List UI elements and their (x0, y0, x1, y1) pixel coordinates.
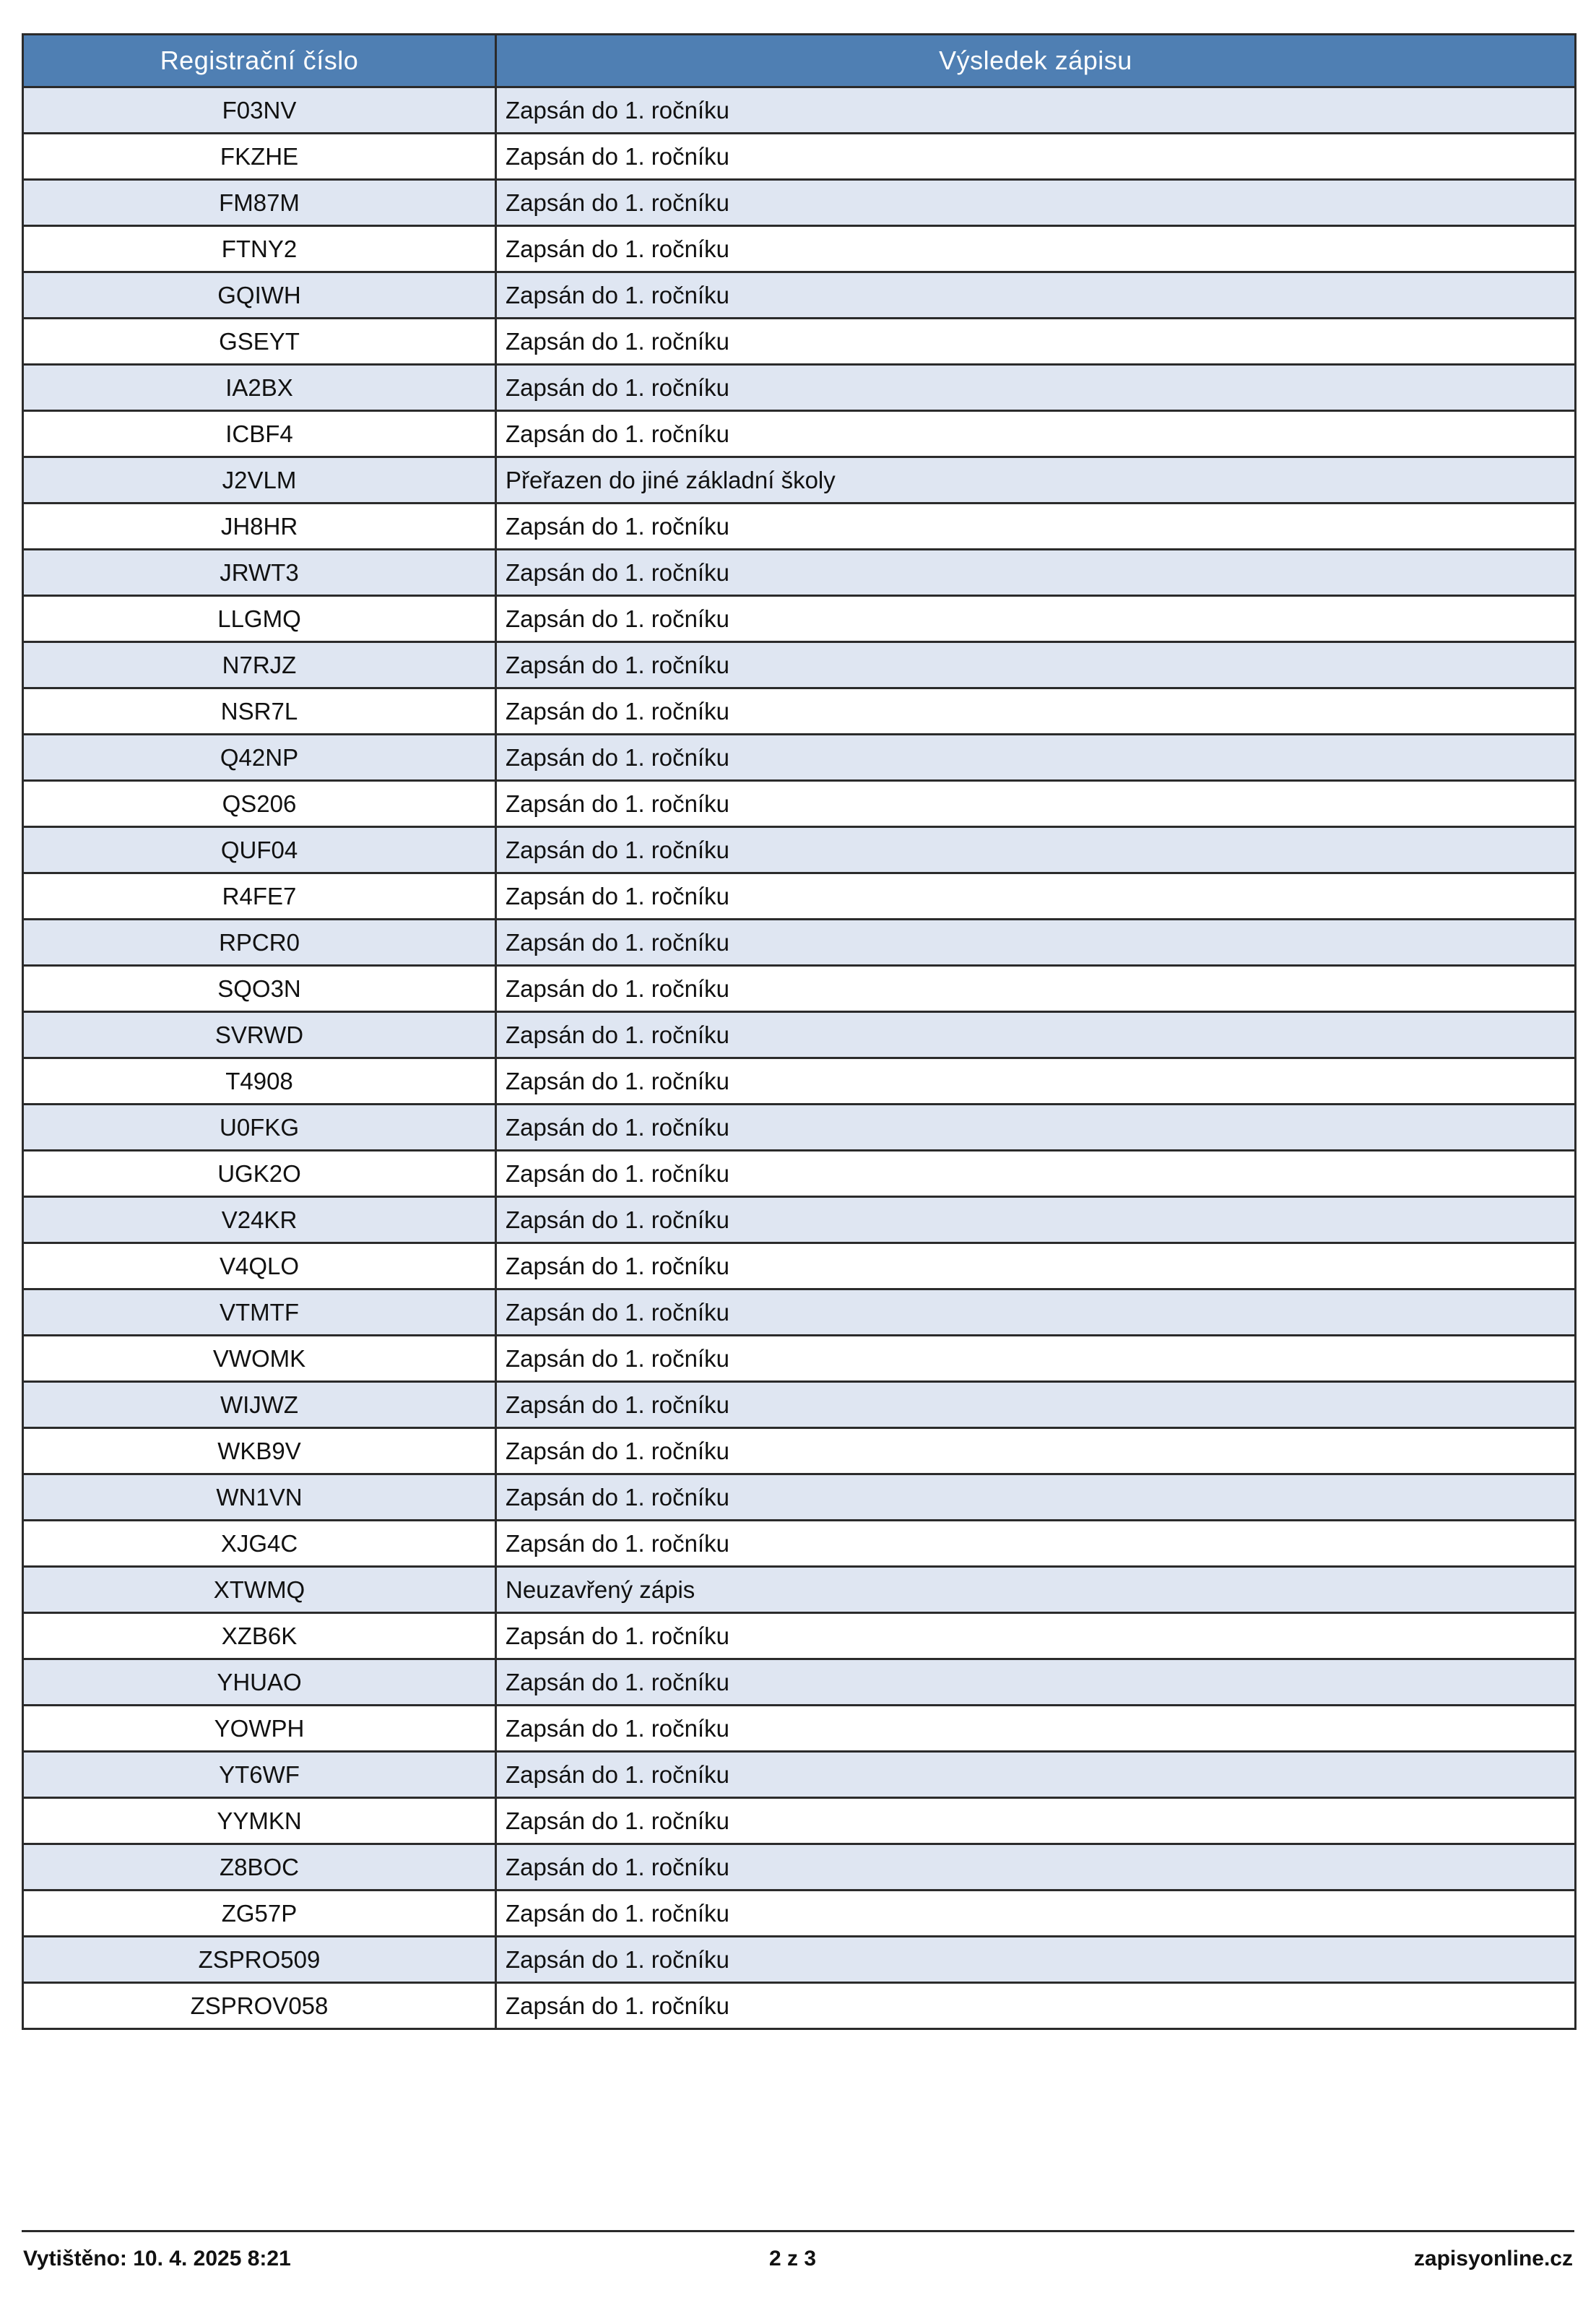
table-row (23, 827, 1576, 873)
registration-number-cell: YYMKN (23, 1798, 496, 1844)
enrollment-result-cell: Zapsán do 1. ročníku (496, 87, 1576, 134)
registration-number-cell: J2VLM (23, 457, 496, 504)
table-header (23, 35, 1576, 87)
table-row (23, 920, 1576, 966)
registration-number-cell: WKB9V (23, 1428, 496, 1474)
registration-number-cell: FM87M (23, 180, 496, 226)
table-row (23, 180, 1576, 226)
table-row (23, 596, 1576, 642)
registration-number-cell: UGK2O (23, 1151, 496, 1197)
registration-number-cell: NSR7L (23, 688, 496, 735)
registration-number-cell: T4908 (23, 1058, 496, 1105)
table-row (23, 1336, 1576, 1382)
enrollment-result-cell: Zapsán do 1. ročníku (496, 365, 1576, 411)
enrollment-result-cell: Zapsán do 1. ročníku (496, 1382, 1576, 1428)
table-row (23, 1983, 1576, 2029)
print-timestamp: Vytištěno: 10. 4. 2025 8:21 (23, 2247, 291, 2270)
table-row (23, 1243, 1576, 1289)
table-row (23, 1474, 1576, 1521)
registration-number-cell: GSEYT (23, 319, 496, 365)
enrollment-result-cell: Zapsán do 1. ročníku (496, 272, 1576, 319)
table-row (23, 457, 1576, 504)
page-number: 2 z 3 (769, 2247, 817, 2270)
enrollment-result-cell: Zapsán do 1. ročníku (496, 688, 1576, 735)
registration-number-cell: YT6WF (23, 1752, 496, 1798)
table-row (23, 134, 1576, 180)
table-row (23, 873, 1576, 920)
results-table (22, 33, 1577, 2030)
enrollment-result-cell: Zapsán do 1. ročníku (496, 827, 1576, 873)
table-row (23, 781, 1576, 827)
table-row (23, 1289, 1576, 1336)
table-row (23, 1151, 1576, 1197)
table-row (23, 1428, 1576, 1474)
registration-number-cell: JH8HR (23, 504, 496, 550)
registration-number-cell: JRWT3 (23, 550, 496, 596)
registration-number-cell: IA2BX (23, 365, 496, 411)
enrollment-result-cell: Zapsán do 1. ročníku (496, 1891, 1576, 1937)
registration-number-cell: FKZHE (23, 134, 496, 180)
table-row (23, 1058, 1576, 1105)
registration-number-cell: WIJWZ (23, 1382, 496, 1428)
registration-number-cell: SQO3N (23, 966, 496, 1012)
registration-number-cell: XZB6K (23, 1613, 496, 1659)
enrollment-result-cell: Zapsán do 1. ročníku (496, 920, 1576, 966)
registration-number-cell: R4FE7 (23, 873, 496, 920)
table-row (23, 319, 1576, 365)
table-row (23, 411, 1576, 457)
enrollment-result-cell: Zapsán do 1. ročníku (496, 1659, 1576, 1706)
registration-number-cell: ZSPROV058 (23, 1983, 496, 2029)
registration-number-cell: N7RJZ (23, 642, 496, 688)
table-row (23, 966, 1576, 1012)
enrollment-result-cell: Zapsán do 1. ročníku (496, 1058, 1576, 1105)
registration-number-cell: FTNY2 (23, 226, 496, 272)
enrollment-result-cell: Zapsán do 1. ročníku (496, 1613, 1576, 1659)
registration-number-cell: Q42NP (23, 735, 496, 781)
enrollment-result-cell: Zapsán do 1. ročníku (496, 873, 1576, 920)
table-row (23, 1706, 1576, 1752)
table-row (23, 365, 1576, 411)
registration-number-cell: U0FKG (23, 1105, 496, 1151)
table-row (23, 226, 1576, 272)
table-row (23, 1105, 1576, 1151)
registration-number-cell: ZSPRO509 (23, 1937, 496, 1983)
registration-number-header: Registrační číslo (23, 35, 496, 87)
table-row (23, 1197, 1576, 1243)
enrollment-result-cell: Zapsán do 1. ročníku (496, 1937, 1576, 1983)
registration-number-cell: ICBF4 (23, 411, 496, 457)
table-row (23, 642, 1576, 688)
table-row (23, 1844, 1576, 1891)
table-row (23, 1613, 1576, 1659)
enrollment-result-cell: Zapsán do 1. ročníku (496, 1012, 1576, 1058)
registration-number-cell: ZG57P (23, 1891, 496, 1937)
table-row (23, 550, 1576, 596)
enrollment-result-cell: Zapsán do 1. ročníku (496, 226, 1576, 272)
enrollment-result-cell: Zapsán do 1. ročníku (496, 735, 1576, 781)
footer-divider (22, 2230, 1574, 2232)
table-row (23, 504, 1576, 550)
registration-number-cell: V4QLO (23, 1243, 496, 1289)
table-row (23, 1937, 1576, 1983)
table-body (23, 87, 1576, 2029)
enrollment-result-cell: Zapsán do 1. ročníku (496, 596, 1576, 642)
table-row (23, 1012, 1576, 1058)
enrollment-result-cell: Zapsán do 1. ročníku (496, 642, 1576, 688)
registration-number-cell: YOWPH (23, 1706, 496, 1752)
enrollment-result-cell: Zapsán do 1. ročníku (496, 1243, 1576, 1289)
registration-number-cell: Z8BOC (23, 1844, 496, 1891)
registration-number-cell: LLGMQ (23, 596, 496, 642)
enrollment-result-cell: Zapsán do 1. ročníku (496, 411, 1576, 457)
registration-number-cell: F03NV (23, 87, 496, 134)
registration-number-cell: RPCR0 (23, 920, 496, 966)
enrollment-result-cell: Zapsán do 1. ročníku (496, 1706, 1576, 1752)
enrollment-result-cell: Zapsán do 1. ročníku (496, 1752, 1576, 1798)
enrollment-result-cell: Zapsán do 1. ročníku (496, 1428, 1576, 1474)
table-row (23, 1521, 1576, 1567)
enrollment-result-cell: Zapsán do 1. ročníku (496, 319, 1576, 365)
enrollment-result-cell: Zapsán do 1. ročníku (496, 1474, 1576, 1521)
enrollment-result-cell: Zapsán do 1. ročníku (496, 1289, 1576, 1336)
table-row (23, 1382, 1576, 1428)
enrollment-result-cell: Zapsán do 1. ročníku (496, 966, 1576, 1012)
registration-number-cell: XTWMQ (23, 1567, 496, 1613)
enrollment-result-cell: Zapsán do 1. ročníku (496, 1197, 1576, 1243)
registration-number-cell: GQIWH (23, 272, 496, 319)
enrollment-result-cell: Zapsán do 1. ročníku (496, 1336, 1576, 1382)
registration-number-cell: SVRWD (23, 1012, 496, 1058)
enrollment-result-cell: Zapsán do 1. ročníku (496, 1105, 1576, 1151)
enrollment-result-cell: Zapsán do 1. ročníku (496, 180, 1576, 226)
enrollment-result-cell: Zapsán do 1. ročníku (496, 1844, 1576, 1891)
enrollment-result-cell: Zapsán do 1. ročníku (496, 504, 1576, 550)
registration-number-cell: WN1VN (23, 1474, 496, 1521)
registration-number-cell: V24KR (23, 1197, 496, 1243)
registration-number-cell: YHUAO (23, 1659, 496, 1706)
table-row (23, 1891, 1576, 1937)
table-row (23, 735, 1576, 781)
site-name: zapisyonline.cz (1413, 2247, 1573, 2270)
table-row (23, 272, 1576, 319)
enrollment-result-cell: Přeřazen do jiné základní školy (496, 457, 1576, 504)
registration-number-cell: QS206 (23, 781, 496, 827)
table-row (23, 1567, 1576, 1613)
enrollment-result-cell: Neuzavřený zápis (496, 1567, 1576, 1613)
registration-number-cell: VTMTF (23, 1289, 496, 1336)
table-row (23, 1798, 1576, 1844)
table-row (23, 1659, 1576, 1706)
registration-number-cell: QUF04 (23, 827, 496, 873)
enrollment-result-cell: Zapsán do 1. ročníku (496, 550, 1576, 596)
enrollment-result-cell: Zapsán do 1. ročníku (496, 134, 1576, 180)
enrollment-result-cell: Zapsán do 1. ročníku (496, 1983, 1576, 2029)
registration-number-cell: XJG4C (23, 1521, 496, 1567)
table-row (23, 1752, 1576, 1798)
header-row (23, 35, 1576, 87)
table-row (23, 688, 1576, 735)
table-row (23, 87, 1576, 134)
enrollment-result-cell: Zapsán do 1. ročníku (496, 1151, 1576, 1197)
enrollment-result-header: Výsledek zápisu (496, 35, 1576, 87)
enrollment-result-cell: Zapsán do 1. ročníku (496, 1521, 1576, 1567)
enrollment-result-cell: Zapsán do 1. ročníku (496, 1798, 1576, 1844)
registration-number-cell: VWOMK (23, 1336, 496, 1382)
enrollment-result-cell: Zapsán do 1. ročníku (496, 781, 1576, 827)
